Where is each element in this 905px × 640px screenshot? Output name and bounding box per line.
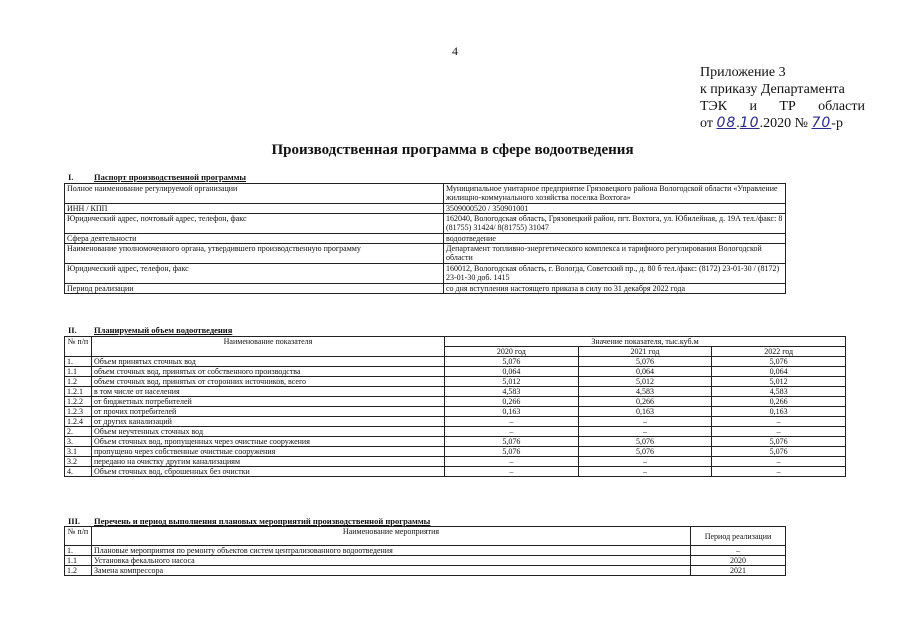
events-table-body [65, 546, 786, 576]
row-value-2022: – [712, 457, 846, 467]
appendix-word: и [749, 99, 758, 114]
order-suffix: -р [831, 116, 843, 131]
row-value-2020: – [445, 427, 579, 437]
table-row [65, 234, 786, 244]
section-1-title: Паспорт производственной программы [94, 172, 247, 182]
row-value-2022: 5,076 [712, 357, 846, 367]
table-row [65, 357, 846, 367]
row-indicator-name: Объем неучтенных сточных вод [92, 427, 445, 437]
row-value-2022: 5,076 [712, 437, 846, 447]
row-period: 2020 [691, 556, 786, 566]
table-row [65, 447, 846, 457]
passport-value: 162040, Вологодская область, Грязовецкий район, пгт. Вохтога, ул. Юбилейная, д. 19А тел./факс: 8 (81755) 31424/ 8(81755) 31047 [444, 214, 786, 234]
row-value-2021: – [578, 417, 712, 427]
table-row [65, 204, 786, 214]
row-period: – [691, 546, 786, 556]
row-value-2021: 5,076 [578, 437, 712, 447]
row-indicator-name: объем сточных вод, принятых от собственного производства [92, 367, 445, 377]
row-value-2021: 5,076 [578, 447, 712, 457]
row-number: 1.2.3 [65, 407, 92, 417]
row-number: 1.2 [65, 566, 92, 576]
header-year: 2022 год [712, 347, 846, 357]
table-row [65, 244, 786, 264]
row-value-2021: 5,076 [578, 357, 712, 367]
document-title: Производственная программа в сфере водоотведения [271, 142, 634, 158]
row-number: 3.1 [65, 447, 92, 457]
row-indicator-name: от других канализаций [92, 417, 445, 427]
row-number: 1.2.1 [65, 387, 92, 397]
row-value-2022: 4,583 [712, 387, 846, 397]
row-number: 1.2.2 [65, 397, 92, 407]
row-number: 1.2 [65, 377, 92, 387]
table-row [65, 417, 846, 427]
passport-label: Юридический адрес, телефон, факс [65, 264, 444, 284]
passport-label: Период реализации [65, 284, 444, 294]
row-value-2022: 0,266 [712, 397, 846, 407]
passport-value: водоотведение [444, 234, 786, 244]
row-value-2022: 5,076 [712, 447, 846, 457]
table-row [65, 264, 786, 284]
passport-table [64, 183, 786, 294]
section-3-title: Перечень и период выполнения плановых мероприятий производственной программы [94, 516, 431, 526]
row-value-2021: 5,012 [578, 377, 712, 387]
order-date-prefix: от [700, 116, 713, 131]
row-number: 1. [65, 546, 92, 556]
row-indicator-name: передано на очистку другим канализациям [92, 457, 445, 467]
row-indicator-name: пропущено через собственные очистные сооружения [92, 447, 445, 457]
appendix-line-3 [700, 98, 865, 115]
table-row [65, 387, 846, 397]
row-number: 3.2 [65, 457, 92, 467]
passport-value: 160012, Вологодская область, г. Вологда, Советский пр., д. 80 б тел./факс: (8172) 23-01-30 / (8172) 23-01-30 доб. 1415 [444, 264, 786, 284]
row-value-2020: – [445, 467, 579, 477]
row-number: 2. [65, 427, 92, 437]
table-row [65, 284, 786, 294]
row-value-2021: 4,583 [578, 387, 712, 397]
table-row [65, 367, 846, 377]
volume-table-body [65, 357, 846, 477]
header-year: 2021 год [578, 347, 712, 357]
table-row [65, 184, 786, 204]
row-value-2020: 4,583 [445, 387, 579, 397]
row-value-2020: 0,266 [445, 397, 579, 407]
table-row [65, 407, 846, 417]
header-event-name: Наименование мероприятия [92, 527, 691, 546]
appendix-header [700, 64, 865, 132]
row-value-2022: – [712, 467, 846, 477]
section-1-heading [68, 172, 246, 182]
row-indicator-name: от бюджетных потребителей [92, 397, 445, 407]
table-row [65, 467, 846, 477]
events-table [64, 526, 786, 576]
row-value-2020: – [445, 457, 579, 467]
row-number: 1. [65, 357, 92, 367]
table-header-row [65, 337, 846, 347]
row-period: 2021 [691, 566, 786, 576]
table-row [65, 397, 846, 407]
row-value-2020: 5,012 [445, 377, 579, 387]
volume-table [64, 336, 846, 477]
handwritten-day: 08 [716, 115, 737, 131]
row-value-2022: 5,012 [712, 377, 846, 387]
row-value-2021: – [578, 467, 712, 477]
passport-value: Департамент топливно-энергетического комплекса и тарифного регулирования Вологодской области [444, 244, 786, 264]
table-row [65, 427, 846, 437]
row-event-name: Замена компрессора [92, 566, 691, 576]
passport-value: 3509000520 / 350901001 [444, 204, 786, 214]
passport-label: Полное наименование регулируемой организации [65, 184, 444, 204]
row-value-2020: 0,163 [445, 407, 579, 417]
table-header-row [65, 527, 786, 546]
section-2-heading [68, 325, 232, 335]
row-value-2022: 0,163 [712, 407, 846, 417]
appendix-line-4: от 08.10.2020 № 70-р [700, 115, 843, 131]
table-row [65, 214, 786, 234]
passport-label: Сфера деятельности [65, 234, 444, 244]
passport-label: ИНН / КПП [65, 204, 444, 214]
section-1-number: I. [68, 172, 74, 182]
row-indicator-name: объем сточных вод, принятых от сторонних источников, всего [92, 377, 445, 387]
row-indicator-name: Объем принятых сточных вод [92, 357, 445, 367]
appendix-word: ТР [779, 99, 796, 114]
header-year: 2020 год [445, 347, 579, 357]
section-3-heading [68, 516, 430, 526]
passport-label: Юридический адрес, почтовый адрес, телефон, факс [65, 214, 444, 234]
row-indicator-name: Объем сточных вод, сброшенных без очистки [92, 467, 445, 477]
header-number: № п/п [65, 337, 92, 357]
page-number: 4 [452, 44, 458, 58]
row-value-2020: 0,064 [445, 367, 579, 377]
row-value-2020: 5,076 [445, 357, 579, 367]
header-indicator-name: Наименование показателя [92, 337, 445, 357]
table-row [65, 457, 846, 467]
handwritten-order-number: 70 [811, 115, 832, 131]
row-value-2021: 0,266 [578, 397, 712, 407]
row-number: 4. [65, 467, 92, 477]
passport-value: со дня вступления настоящего приказа в силу по 31 декабря 2022 года [444, 284, 786, 294]
row-value-2021: 0,064 [578, 367, 712, 377]
table-row [65, 556, 786, 566]
row-value-2020: 5,076 [445, 437, 579, 447]
row-indicator-name: Объем сточных вод, пропущенных через очистные сооружения [92, 437, 445, 447]
row-number: 1.1 [65, 367, 92, 377]
table-row [65, 377, 846, 387]
row-value-2020: – [445, 417, 579, 427]
row-value-2022: – [712, 427, 846, 437]
row-event-name: Установка фекального насоса [92, 556, 691, 566]
row-number: 1.2.4 [65, 417, 92, 427]
header-number: № п/п [65, 527, 92, 546]
table-row [65, 566, 786, 576]
section-3-number: III. [68, 516, 81, 526]
appendix-word: ТЭК [700, 99, 728, 114]
row-value-2021: 0,163 [578, 407, 712, 417]
appendix-line-2: к приказу Департамента [700, 82, 845, 97]
passport-value: Муниципальное унитарное предприятие Грязовецкого района Вологодской области «Управление жилищно-коммунального хозяйства поселка Вохтога» [444, 184, 786, 204]
handwritten-month: 10 [739, 115, 760, 131]
appendix-word: области [818, 99, 865, 114]
section-2-title: Планируемый объем водоотведения [94, 325, 233, 335]
table-row [65, 437, 846, 447]
row-number: 3. [65, 437, 92, 447]
order-year: 2020 № [763, 116, 808, 131]
header-period: Период реализации [691, 527, 786, 546]
row-indicator-name: в том числе от населения [92, 387, 445, 397]
header-indicator-value: Значение показателя, тыс.куб.м [445, 337, 846, 347]
row-value-2021: – [578, 427, 712, 437]
section-2-number: II. [68, 325, 77, 335]
row-value-2022: 0,064 [712, 367, 846, 377]
row-value-2021: – [578, 457, 712, 467]
row-value-2020: 5,076 [445, 447, 579, 457]
row-number: 1.1 [65, 556, 92, 566]
row-event-name: Плановые мероприятия по ремонту объектов систем централизованного водоотведения [92, 546, 691, 556]
row-value-2022: – [712, 417, 846, 427]
passport-label: Наименование уполномоченного органа, утвердившего производственную программу [65, 244, 444, 264]
appendix-line-1: Приложение 3 [700, 65, 786, 80]
row-indicator-name: от прочих потребителей [92, 407, 445, 417]
table-row [65, 546, 786, 556]
